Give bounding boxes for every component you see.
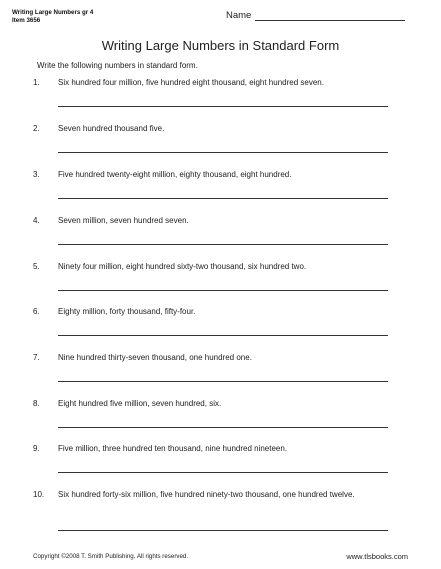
answer-line[interactable] xyxy=(58,198,388,199)
problem-text: Five hundred twenty-eight million, eighty thousand, eight hundred. xyxy=(58,170,292,179)
answer-line[interactable] xyxy=(58,381,388,382)
answer-line[interactable] xyxy=(58,427,388,428)
answer-line[interactable] xyxy=(58,290,388,291)
item-number: Item 3656 xyxy=(12,16,41,24)
answer-line[interactable] xyxy=(58,244,388,245)
answer-line[interactable] xyxy=(58,530,388,531)
problem-number: 10. xyxy=(33,490,45,499)
website-link: www.tlsbooks.com xyxy=(346,552,408,561)
problem-text: Ninety four million, eight hundred sixty-two thousand, six hundred two. xyxy=(58,262,307,271)
problem-number: 9. xyxy=(33,444,40,453)
problem-text: Five million, three hundred ten thousand, nine hundred nineteen. xyxy=(58,444,288,453)
worksheet-id xyxy=(12,9,93,24)
problem-text: Seven hundred thousand five. xyxy=(58,124,165,133)
problem-text: Nine hundred thirty-seven thousand, one hundred one. xyxy=(58,353,252,362)
problem-text: Seven million, seven hundred seven. xyxy=(58,216,189,225)
answer-line[interactable] xyxy=(58,335,388,336)
name-input-line[interactable] xyxy=(255,10,405,21)
problem-text: Six hundred forty-six million, five hundred ninety-two thousand, one hundred twelve. xyxy=(58,490,355,499)
problem-number: 6. xyxy=(33,307,40,316)
problem-number: 4. xyxy=(33,216,40,225)
problem-text: Six hundred four million, five hundred eight thousand, eight hundred seven. xyxy=(58,78,324,87)
copyright-notice: Copyright ©2008 T. Smith Publishing. All rights reserved. xyxy=(33,553,189,560)
problem-number: 5. xyxy=(33,262,40,271)
page-title: Writing Large Numbers in Standard Form xyxy=(101,38,340,53)
name-label: Name xyxy=(226,10,252,21)
name-field xyxy=(226,10,405,21)
answer-line[interactable] xyxy=(58,152,388,153)
answer-line[interactable] xyxy=(58,472,388,473)
instructions: Write the following numbers in standard form. xyxy=(37,61,198,70)
problem-text: Eight hundred five million, seven hundred, six. xyxy=(58,399,222,408)
problem-number: 2. xyxy=(33,124,40,133)
problem-text: Eighty million, forty thousand, fifty-four. xyxy=(58,307,196,316)
answer-line[interactable] xyxy=(58,106,388,107)
worksheet-title-small: Writing Large Numbers gr 4 xyxy=(12,9,94,16)
problem-number: 8. xyxy=(33,399,40,408)
problem-number: 3. xyxy=(33,170,40,179)
problem-number: 7. xyxy=(33,353,40,362)
problem-number: 1. xyxy=(33,78,40,87)
